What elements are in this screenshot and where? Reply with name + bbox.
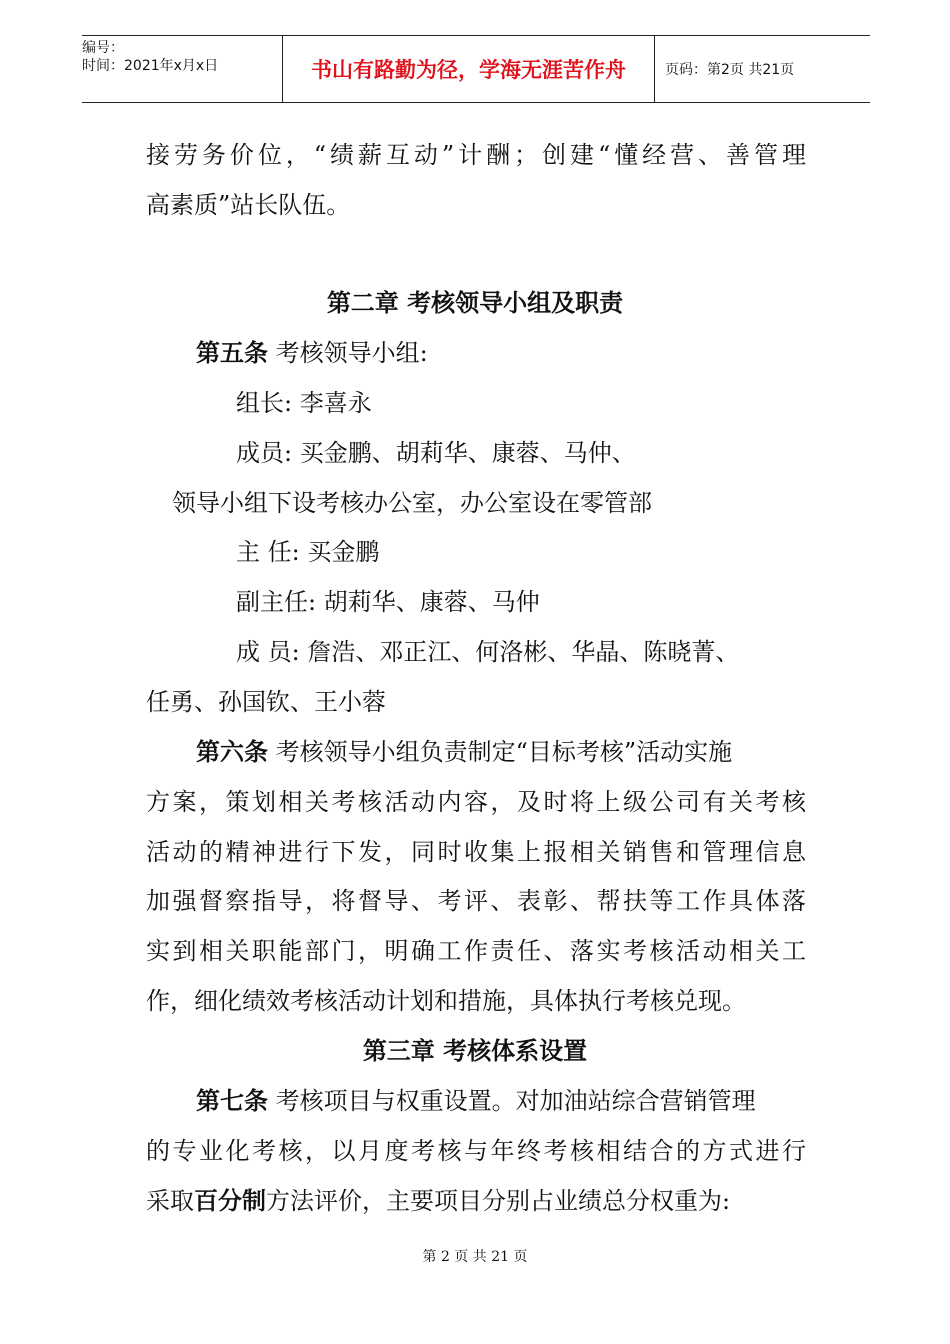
members-line: 成员: 买金鹏、胡莉华、康蓉、马仲、 (236, 439, 636, 467)
article-5 (196, 338, 428, 368)
article-6-label: 第六条 (196, 738, 268, 766)
chapter-2-title: 第二章 考核领导小组及职责 (326, 289, 624, 317)
article-7-line-3 (146, 1186, 730, 1216)
chapter-3-title: 第三章 考核体系设置 (362, 1037, 588, 1065)
leader-line: 组长: 李喜永 (236, 389, 372, 417)
article-7-line-1 (196, 1086, 756, 1116)
article-7-label: 第七条 (196, 1087, 268, 1115)
director-line: 主 任: 买金鹏 (236, 538, 380, 566)
article-7-line-3-pre: 采取 (146, 1187, 194, 1215)
article-6-line-5: 实到相关职能部门，明确工作责任、落实考核活动相关工 (146, 937, 806, 965)
header-meta (82, 36, 282, 102)
article-5-text: 考核领导小组: (275, 339, 428, 367)
article-6-text: 考核领导小组负责制定“目标考核”活动实施 (275, 738, 733, 766)
time-label: 时间：2021年x月x日 (82, 58, 219, 74)
article-6-line-6: 作，细化绩效考核活动计划和措施，具体执行考核兑现。 (146, 987, 746, 1015)
office-members-cont: 任勇、孙国钦、王小蓉 (146, 688, 386, 716)
number-label: 编号： (82, 40, 124, 56)
page-header (82, 35, 870, 103)
intro-line-1: 接劳务价位，“绩薪互动”计酬；创建“懂经营、善管理 (146, 141, 806, 169)
office-members-line: 成 员: 詹浩、邓正江、何洛彬、华晶、陈晓菁、 (236, 638, 740, 666)
header-page-info: 页码：第2页 共21页 (665, 62, 795, 78)
article-7-line-2: 的专业化考核，以月度考核与年终考核相结合的方式进行 (146, 1137, 806, 1165)
article-6-line-3: 活动的精神进行下发，同时收集上报相关销售和管理信息 (146, 838, 806, 866)
article-6-line-1 (196, 737, 806, 767)
page-footer: 第 2 页 共 21 页 (422, 1249, 528, 1265)
intro-line-2: 高素质”站长队伍。 (146, 191, 351, 219)
article-7-line-3-post: 方法评价，主要项目分别占业绩总分权重为: (266, 1187, 731, 1215)
deputy-line: 副主任: 胡莉华、康蓉、马仲 (236, 588, 540, 616)
article-5-label: 第五条 (196, 339, 268, 367)
article-7-emphasis: 百分制 (194, 1187, 266, 1215)
article-6-line-2: 方案，策划相关考核活动内容，及时将上级公司有关考核 (146, 788, 806, 816)
office-line: 领导小组下设考核办公室，办公室设在零管部 (172, 489, 652, 517)
article-7-text: 考核项目与权重设置。对加油站综合营销管理 (275, 1087, 756, 1115)
header-motto: 书山有路勤为径，学海无涯苦作舟 (282, 36, 655, 102)
article-6-line-4: 加强督察指导，将督导、考评、表彰、帮扶等工作具体落 (146, 887, 806, 915)
